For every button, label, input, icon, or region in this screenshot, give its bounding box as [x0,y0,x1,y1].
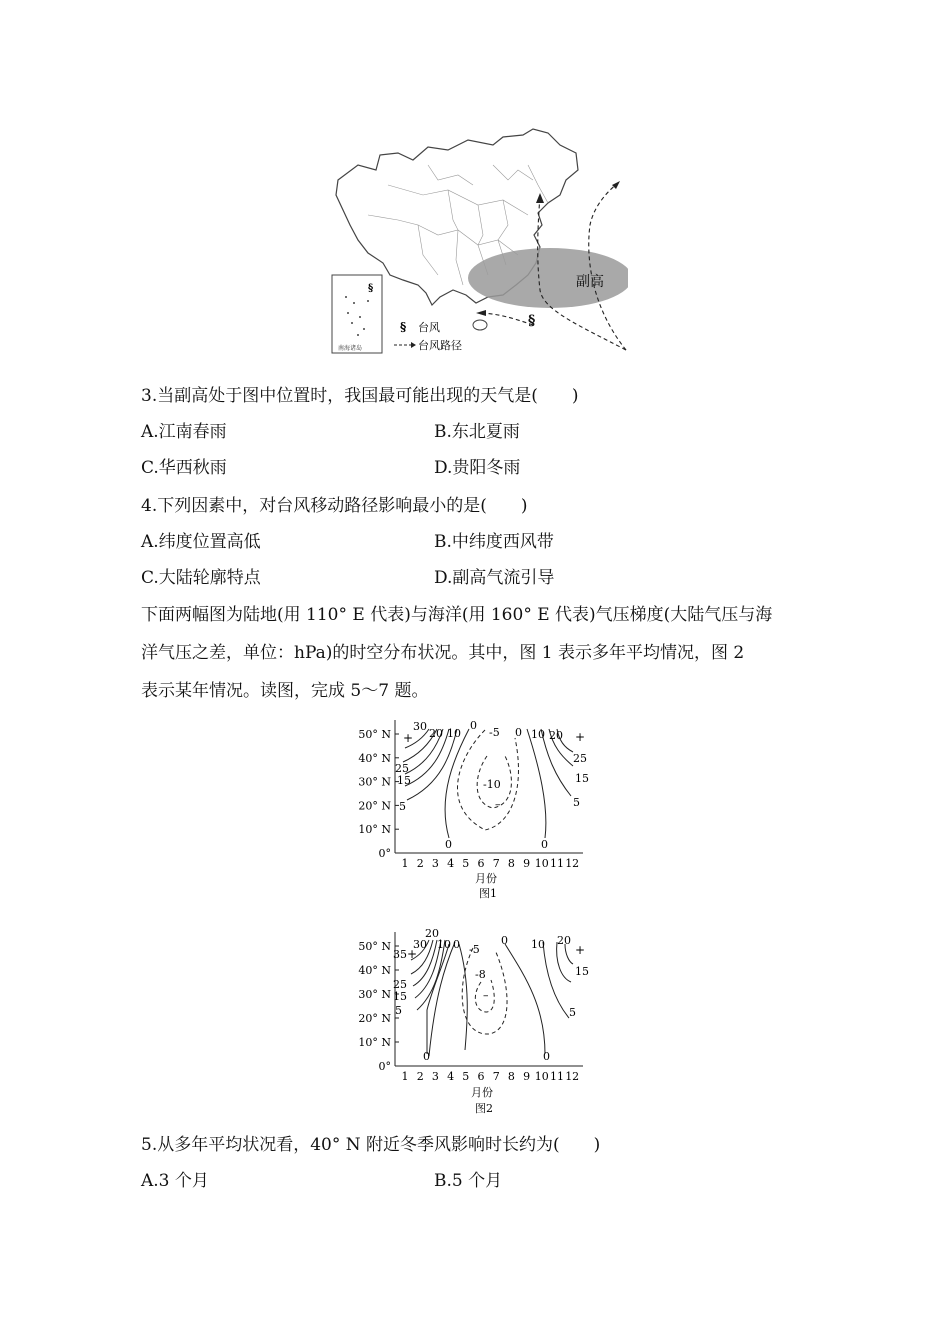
label-20: 20 [425,927,439,940]
q5-option-b[interactable]: B.5 个月 [434,1171,503,1191]
label-r-5: 5 [573,796,580,809]
x-tick-label: 12 [565,857,580,870]
x-tick-label: 11 [550,1070,564,1083]
x-tick-label: 8 [507,1070,515,1083]
x-tick-label: 11 [550,857,564,870]
sign-plus-right: + [575,730,586,744]
label-r-20: 20 [557,934,571,947]
x-axis-label: 月份 [471,1086,493,1099]
q3-option-c[interactable]: C.华西秋雨 [141,458,227,478]
label-25: 25 [395,762,409,775]
q4-option-b[interactable]: B.中纬度西风带 [434,532,554,552]
label-r-15: 15 [575,772,589,785]
legend-typhoon-label: 台风 [418,321,440,334]
label-0-bottom-right: 0 [541,838,548,851]
x-tick-label: 9 [523,1070,531,1083]
x-tick-label: 3 [431,857,439,870]
x-tick-label: 6 [477,857,485,870]
q4-option-a[interactable]: A.纬度位置高低 [141,532,261,552]
y-tick-label: 30° N [358,988,391,1001]
label-neg5: -5 [469,943,480,956]
intro-line-1: 下面两幅图为陆地(用 110° E 代表)与海洋(用 160° E 代表)气压梯度(大陆气压与海 [141,605,773,625]
q3-option-b[interactable]: B.东北夏雨 [434,422,520,442]
sign-plus-left: + [403,731,414,745]
q4-stem: 4.下列因素中，对台风移动路径影响最小的是( ) [141,496,528,516]
q3-stem: 3.当副高处于图中位置时，我国最可能出现的天气是( ) [141,386,579,406]
x-tick-label: 5 [462,1070,470,1083]
inset-label: 南海诸岛 [338,345,363,352]
q5-option-a[interactable]: A.3 个月 [141,1171,209,1191]
label-30: 30 [413,938,427,951]
x-tick-label: 7 [492,857,500,870]
contours-positive [411,940,573,1056]
contour-10 [427,944,449,1054]
typhoon-map [328,125,628,355]
x-tick-label: 10 [534,1070,549,1083]
label-20: 20 [429,727,443,740]
subtropical-high-area [468,248,628,308]
intro-line-3: 表示某年情况。读图，完成 5～7 题。 [141,681,429,701]
sign-plus-right: + [575,943,586,957]
label-0-top-left: 0 [453,938,460,951]
label-0-top: 0 [470,719,477,732]
label-neg5: -5 [489,726,500,739]
y-tick-label: 10° N [358,1036,391,1049]
label-r-5: 5 [569,1006,576,1019]
x-tick-label: 1 [401,1070,409,1083]
south-sea-inset [332,275,382,353]
label-r-15: 15 [575,965,589,978]
contour-15-right [565,944,573,964]
y-tick-label: 20° N [358,799,391,813]
legend-path-arrow [411,342,416,348]
sign-plus-left: + [407,947,418,961]
x-tick-label: 5 [462,857,470,870]
label-5: 5 [399,800,406,813]
path-arrowhead-3 [476,310,486,316]
x-axis-label: 月份 [475,872,497,885]
x-tick-label: 3 [431,1070,439,1083]
label-minus-center: – [483,989,489,1002]
subtropical-high-label: 副高 [576,274,604,290]
q3-option-d[interactable]: D.贵阳冬雨 [434,458,521,478]
x-tick-label: 8 [507,857,515,870]
y-tick-label: 50° N [358,940,391,953]
x-tick-label: 7 [492,1070,500,1083]
y-tick-label: 40° N [358,964,391,977]
q4-option-c[interactable]: C.大陆轮廓特点 [141,568,261,588]
label-0-top-mid: 0 [501,934,508,947]
label-r-20: 20 [549,729,563,742]
label-15: 15 [397,774,411,787]
x-tick-label: 12 [565,1070,580,1083]
typhoon-icon: § [528,313,536,329]
label-neg10: -10 [483,778,501,791]
q4-option-d[interactable]: D.副高气流引导 [434,568,555,588]
contour-20-right [557,942,571,982]
chart-title: 图1 [479,887,497,900]
label-r-10: 10 [531,728,545,741]
y-tick-label: 40° N [358,751,391,765]
q3-option-a[interactable]: A.江南春雨 [141,422,227,442]
y-tick-label: 0° [378,847,391,860]
path-arrowhead-1 [536,193,544,203]
y-tick-label: 20° N [358,1012,391,1025]
x-tick-label: 4 [447,857,455,870]
x-tick-label: 9 [523,857,531,870]
contour-10-right [543,942,569,1018]
x-tick-label: 4 [447,1070,455,1083]
label-r-10: 10 [531,938,545,951]
chart-title: 图2 [475,1102,493,1115]
label-0-bottom-left: 0 [445,838,452,851]
y-tick-label: 30° N [358,775,391,789]
x-tick-label: 2 [416,1070,424,1083]
intro-line-2: 洋气压之差，单位：hPa)的时空分布状况。其中，图 1 表示多年平均情况，图 2 [141,643,745,663]
y-tick-label: 0° [378,1060,391,1073]
y-tick-label: 50° N [358,728,391,741]
chart-figure-2 [355,926,605,1116]
label-r-25: 25 [573,752,587,765]
x-tick-label: 2 [416,857,424,870]
label-35: 35 [393,948,407,961]
x-tick-label: 10 [534,857,549,870]
contour-0-mid [459,944,467,1050]
y-tick-label: 10° N [358,823,391,837]
q5-stem: 5.从多年平均状况看，40° N 附近冬季风影响时长约为( ) [141,1135,601,1155]
contour-0-right [505,944,545,1054]
legend-path-label: 台风路径 [418,339,462,352]
hainan-island [473,320,487,330]
label-10: 10 [447,727,461,740]
label-30: 30 [413,720,427,733]
legend-typhoon-icon: § [400,320,407,334]
label-r-0: 0 [515,726,522,739]
label-neg8: -8 [475,968,486,981]
label-10: 10 [437,938,451,951]
label-0-bottom-right: 0 [543,1050,550,1063]
contour-0-right [527,729,546,838]
label-0-bottom-left: 0 [423,1050,430,1063]
x-tick-label: 6 [477,1070,485,1083]
inset-typhoon-icon: § [368,283,374,294]
x-tick-label: 1 [401,857,409,870]
label-minus-center: – [495,798,501,811]
chart-figure-1 [355,716,605,901]
label-15: 15 [393,990,407,1003]
label-25: 25 [393,978,407,991]
contour-0-left [445,729,469,838]
label-5: 5 [395,1004,402,1017]
